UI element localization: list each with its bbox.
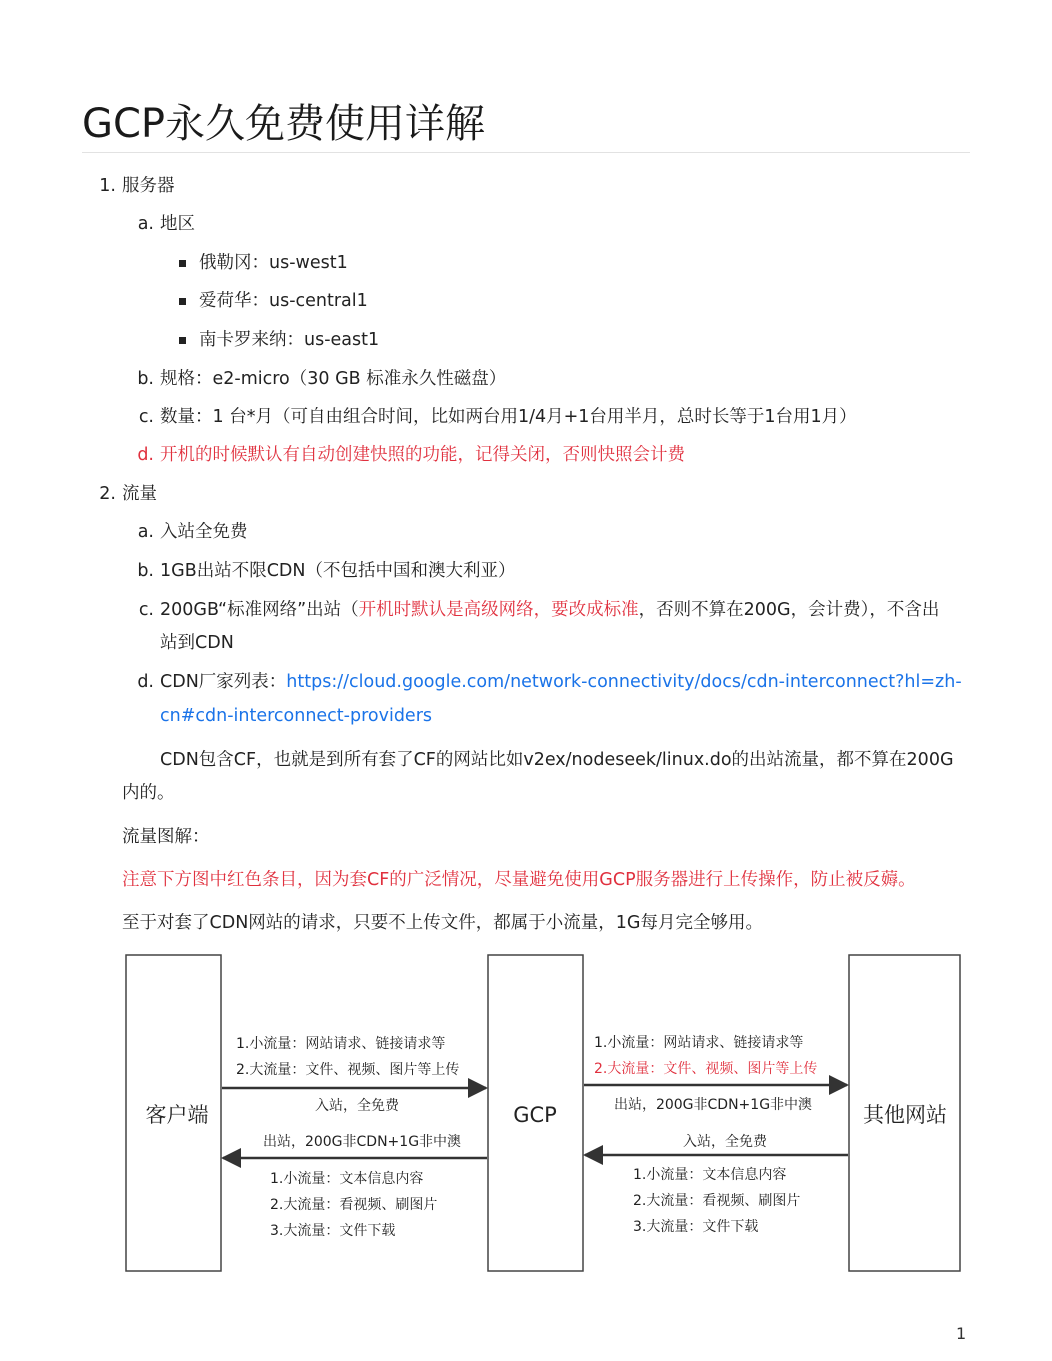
standard-network-post: ，否则不算在200G，会计费），不含出: [638, 600, 940, 620]
list-marker: d.: [137, 445, 154, 465]
diagram-label: 出站，200G非CDN+1G非中澳: [262, 1134, 462, 1150]
list-number: 2.: [99, 484, 116, 504]
upload-warning: 注意下方图中红色条目，因为套CF的广泛情况，尽量避免使用GCP服务器进行上传操作，防止被反薅。: [122, 870, 916, 890]
cdn-note: CDN包含CF，也就是到所有套了CF的网站比如v2ex/nodeseek/linux.do的出站流量，都不算在200G: [160, 750, 954, 770]
list-marker: a.: [137, 522, 154, 542]
list-number: 1.: [99, 176, 116, 196]
quantity-text: 数量：1 台*月（可自由组合时间，比如两台用1/4月+1台用半月，总时长等于1台用1月）: [160, 407, 857, 427]
section-heading-traffic: 流量: [122, 484, 157, 504]
list-marker: c.: [138, 600, 154, 620]
list-marker: c.: [138, 407, 154, 427]
diagram-label: 入站，全免费: [683, 1134, 767, 1150]
inbound-text: 入站全免费: [160, 522, 248, 542]
standard-network-text-cont: 站到CDN: [160, 633, 234, 653]
cdn-outbound-text: 1GB出站不限CDN（不包括中国和澳大利亚）: [160, 561, 516, 581]
list-item: 南卡罗来纳：us-east1: [199, 330, 380, 350]
region-heading: 地区: [160, 214, 195, 234]
diagram-label-red: 2.大流量：文件、视频、图片等上传: [594, 1061, 818, 1077]
diagram-label: 3.大流量：文件下载: [633, 1219, 759, 1235]
diagram-label: 1.小流量：文本信息内容: [633, 1167, 787, 1183]
list-marker: a.: [137, 214, 154, 234]
cdn-note-cont: 内的。: [122, 783, 175, 803]
diagram-label: 入站，全免费: [315, 1098, 399, 1114]
list-marker: b.: [137, 561, 154, 581]
page-number: 1: [956, 1324, 967, 1343]
cdn-request-note: 至于对套了CDN网站的请求，只要不上传文件，都属于小流量，1G每月完全够用。: [122, 913, 763, 933]
page-title: GCP永久免费使用详解: [82, 101, 486, 147]
list-item: 俄勒冈：us-west1: [199, 253, 348, 273]
cdn-vendor-link[interactable]: https://cloud.google.com/network-connectivity/docs/cdn-interconnect?hl=zh-: [286, 672, 962, 692]
cdn-vendor-label: CDN厂家列表：: [160, 672, 287, 692]
standard-network-pre: 200GB“标准网络”出站（: [160, 600, 359, 620]
standard-network-red: 开机时默认是高级网络，要改成标准: [358, 600, 639, 620]
diagram-label: 出站，200G非CDN+1G非中澳: [613, 1097, 813, 1113]
diagram-label: 1.小流量：网站请求、链接请求等: [236, 1036, 446, 1052]
diagram-label: 1.小流量：文本信息内容: [270, 1171, 424, 1187]
diagram-label: 2.大流量：看视频、刷图片: [270, 1197, 438, 1213]
diagram-label: 3.大流量：文件下载: [270, 1223, 396, 1239]
list-marker: b.: [137, 369, 154, 389]
gcp-label: GCP: [513, 1103, 557, 1127]
diagram-label: 2.大流量：看视频、刷图片: [633, 1193, 801, 1209]
section-heading-server: 服务器: [122, 176, 175, 196]
diagram-label: 2.大流量：文件、视频、图片等上传: [236, 1062, 460, 1078]
diagram-label: 1.小流量：网站请求、链接请求等: [594, 1035, 804, 1051]
snapshot-warning: 开机的时候默认有自动创建快照的功能，记得关闭，否则快照会计费: [160, 445, 685, 465]
other-sites-label: 其他网站: [863, 1103, 947, 1127]
client-label: 客户端: [145, 1103, 209, 1127]
list-item: 爱荷华：us-central1: [199, 291, 368, 311]
spec-text: 规格：e2-micro（30 GB 标准永久性磁盘）: [160, 369, 507, 389]
cdn-vendor-link-cont[interactable]: cn#cdn-interconnect-providers: [160, 706, 433, 726]
diagram-label: 流量图解：: [122, 827, 210, 847]
list-marker: d.: [137, 672, 154, 692]
